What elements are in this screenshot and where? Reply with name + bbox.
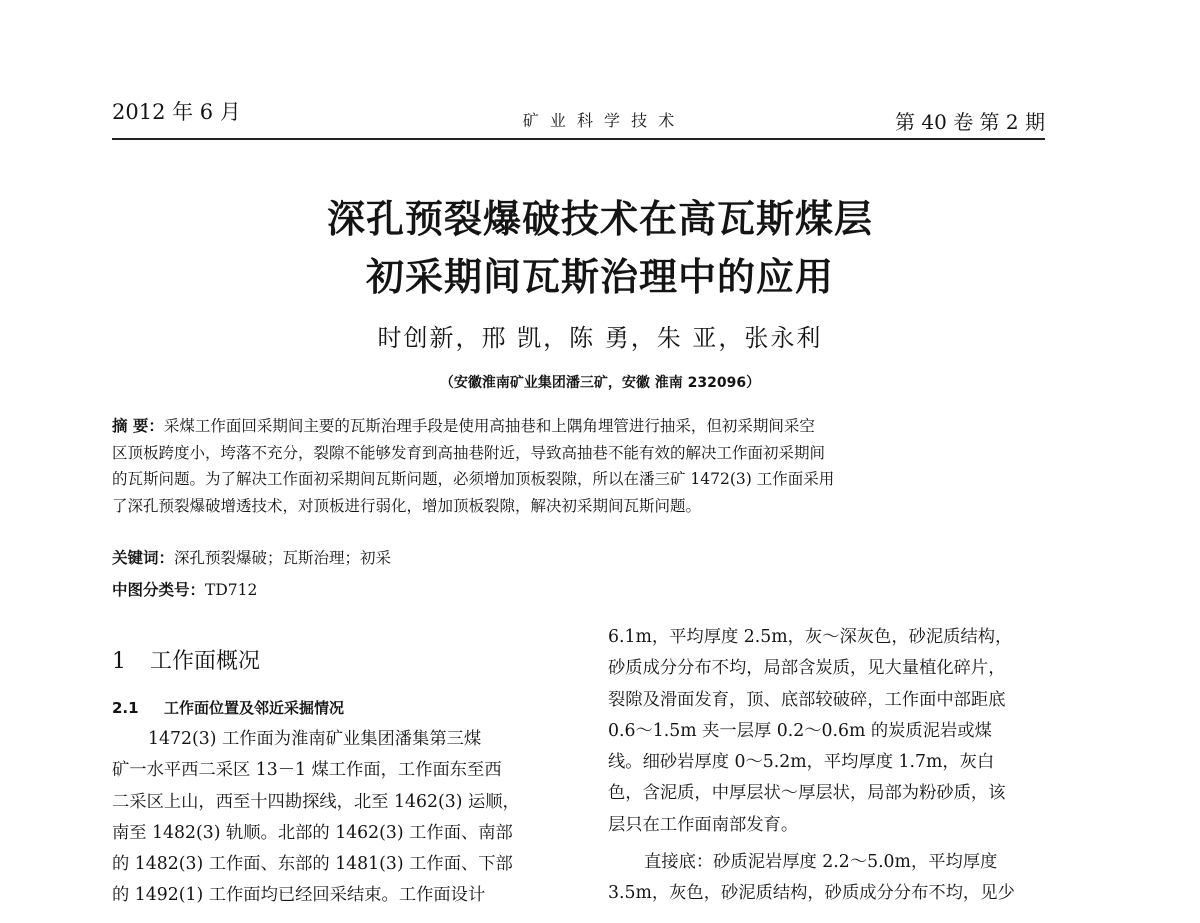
keywords-text: 深孔预裂爆破；瓦斯治理；初采 (174, 549, 392, 567)
header-date: 2012 年 6 月 (112, 100, 241, 124)
paragraph-line: 裂隙及滑面发育，顶、底部较破碎，工作面中部距底 (608, 689, 1006, 710)
paragraph-line: 层只在工作面南部发育。 (608, 814, 799, 835)
paper-title-line-1: 深孔预裂爆破技术在高瓦斯煤层 (326, 196, 873, 241)
paragraph-line: 1472(3) 工作面为淮南矿业集团潘集第三煤 (148, 729, 482, 749)
paragraph-line: 色，含泥质，中厚层状～厚层状，局部为粉砂质，该 (608, 783, 1006, 804)
paragraph-line: 0.6～1.5m 夹一层厚 0.2～0.6m 的炭质泥岩或煤 (608, 720, 992, 741)
paper-title-line-2: 初采期间瓦斯治理中的应用 (365, 254, 834, 299)
paragraph-line: 砂质成分分布不均，局部含炭质，见大量植化碎片， (608, 658, 1006, 679)
right-column (608, 622, 1048, 910)
paragraph-line: 直接底：砂质泥岩厚度 2.2～5.0m，平均厚度 (644, 852, 998, 873)
paragraph-line: 的 1492(1) 工作面均已经回采结束。工作面设计 (112, 885, 486, 906)
subsection-title: 工作面位置及邻近采掘情况 (164, 699, 345, 717)
abstract-line: 区顶板跨度小，垮落不充分，裂隙不能够发育到高抽巷附近，导致高抽巷不能有效的解决工作面初采期间 (112, 443, 826, 462)
section-heading-1 (112, 644, 260, 675)
left-column-paragraph (112, 724, 560, 912)
author-list: 时创新，邢 凯，陈 勇，朱 亚，张永利 (377, 324, 823, 352)
classification-text: TD712 (205, 581, 258, 599)
paragraph-line: 矿一水平西二采区 13－1 煤工作面，工作面东至西 (112, 760, 502, 781)
header-issue: 第 40 卷 第 2 期 (895, 110, 1045, 134)
paragraph-line: 二采区上山，西至十四勘探线，北至 1462(3) 运顺， (112, 791, 520, 812)
classification-number (112, 578, 257, 600)
subsection-number: 2.1 (112, 699, 139, 717)
affiliation: （安徽淮南矿业集团潘三矿，安徽 淮南 232096） (439, 375, 761, 391)
section-number: 1 (112, 649, 126, 674)
paragraph-line: 的 1482(3) 工作面、东部的 1481(3) 工作面、下部 (112, 854, 513, 875)
paragraph-line: 南至 1482(3) 轨顺。北部的 1462(3) 工作面、南部 (112, 822, 513, 843)
abstract-line: 了深孔预裂爆破增透技术，对顶板进行弱化，增加顶板裂隙，解决初采期间瓦斯问题。 (112, 496, 702, 515)
paragraph-line: 线。细砂岩厚度 0～5.2m，平均厚度 1.7m，灰白 (608, 752, 995, 773)
abstract-line: 的瓦斯问题。为了解决工作面初采期间瓦斯问题，必须增加顶板裂隙，所以在潘三矿 1472(3) 工作面采用 (112, 470, 835, 489)
header-rule (112, 138, 1045, 140)
keywords-label: 关键词： (112, 549, 175, 567)
keywords (112, 546, 391, 568)
section-title: 工作面概况 (150, 649, 261, 674)
abstract (112, 413, 1047, 519)
header-journal: 矿 业 科 学 技 术 (522, 111, 678, 130)
paragraph-line: 3.5m，灰色，砂泥质结构，砂质成分分布不均，见少 (608, 883, 1015, 904)
abstract-label: 摘 要： (112, 417, 164, 435)
paragraph-line: 6.1m，平均厚度 2.5m，灰～深灰色，砂泥质结构， (608, 627, 1013, 647)
abstract-line: 采煤工作面回采期间主要的瓦斯治理手段是使用高抽巷和上隅角埋管进行抽采，但初采期间采空 (163, 417, 815, 435)
classification-label: 中图分类号： (112, 581, 206, 599)
subsection-heading-2-1 (112, 697, 344, 718)
